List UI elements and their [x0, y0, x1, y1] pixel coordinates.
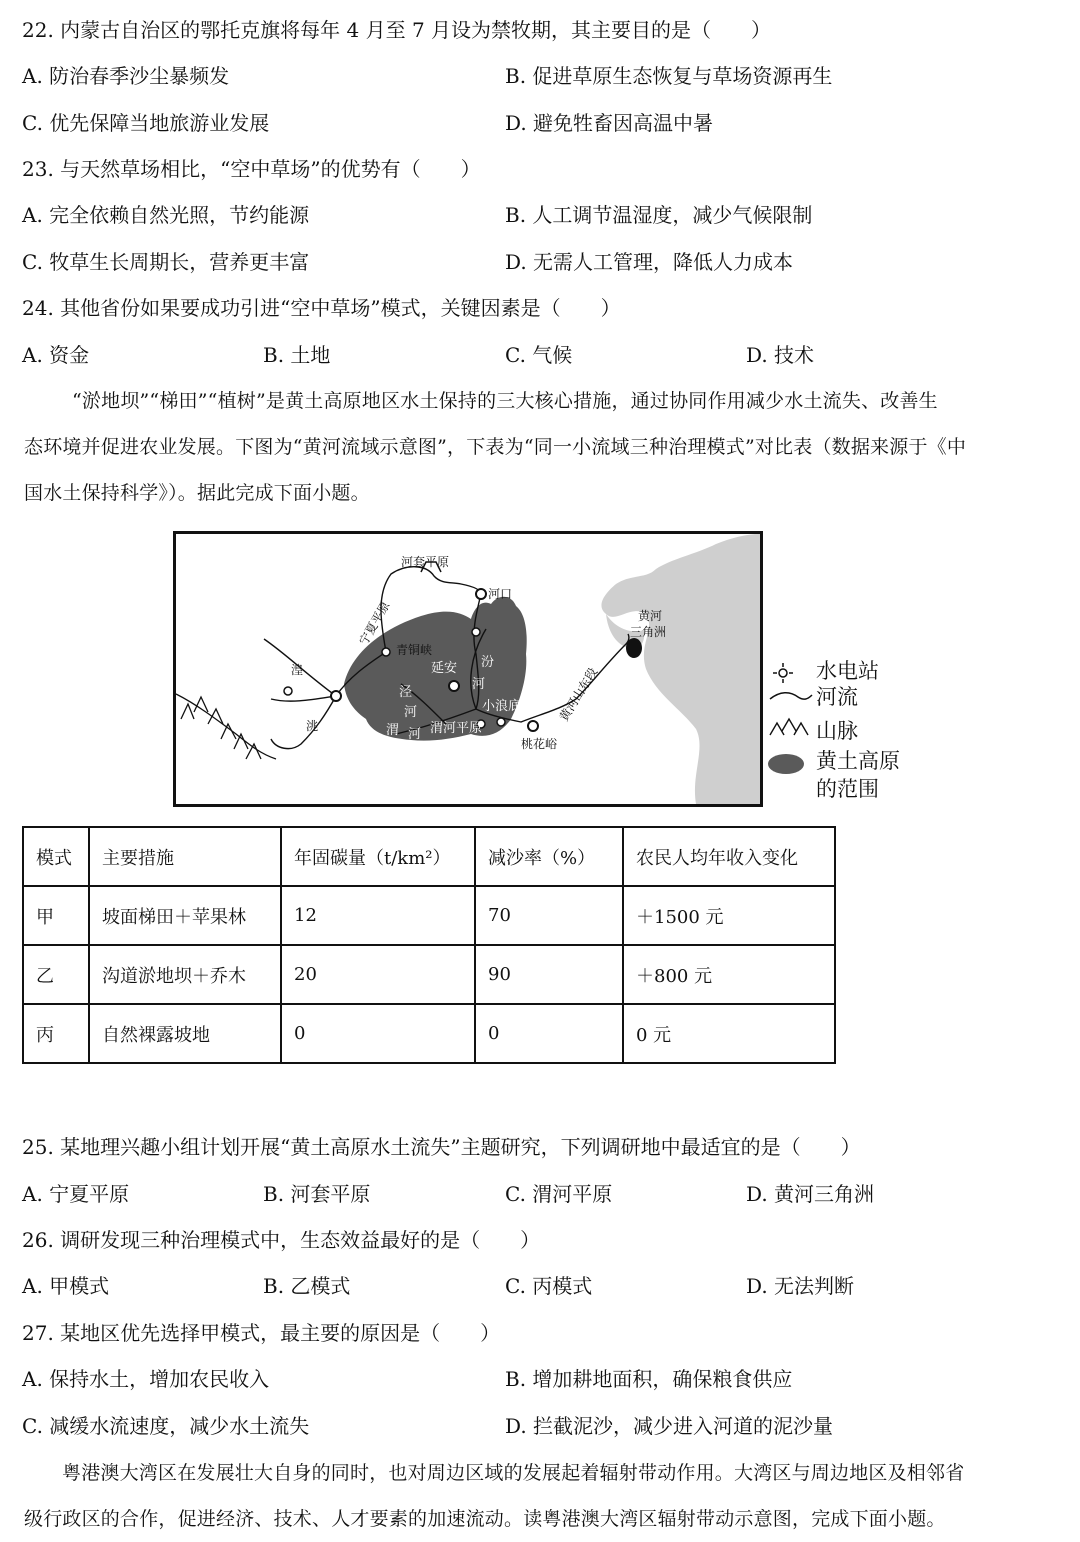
table-header: 减沙率（%）: [475, 827, 623, 886]
table-header: 农民人均年收入变化: [623, 827, 835, 886]
label-shui2: 水: [329, 711, 343, 726]
table-cell: 20: [281, 945, 475, 1004]
q22-option-c[interactable]: C. 优先保障当地旅游业发展: [22, 111, 270, 135]
legend-loess-label-1: 黄土高原: [816, 749, 900, 773]
label-weihe-pingyuan: 渭河平原: [430, 721, 483, 736]
label-he-wei: 河: [408, 727, 422, 742]
q27-option-c[interactable]: C. 减缓水流速度，减少水土流失: [22, 1414, 310, 1438]
q24-option-b[interactable]: B. 土地: [263, 343, 331, 367]
q26-option-b[interactable]: B. 乙模式: [263, 1274, 351, 1298]
table-cell: 12: [281, 886, 475, 945]
table-header: 模式: [23, 827, 89, 886]
label-ningxia: 宁夏平原: [356, 598, 393, 648]
question-22-stem: 22. 内蒙古自治区的鄂托克旗将每年 4 月至 7 月设为禁牧期，其主要目的是（ ）: [22, 18, 772, 42]
table-cell: ＋800 元: [623, 945, 835, 1004]
governance-mode-table: [22, 826, 836, 1064]
table-cell: 0: [475, 1004, 623, 1063]
q24-option-c[interactable]: C. 气候: [505, 343, 573, 367]
intro-line-2: 态环境并促进农业发展。下图为“黄河流域示意图”，下表为“同一小流域三种治理模式”对比表（数据来源于《中: [24, 436, 967, 458]
question-24-stem: 24. 其他省份如果要成功引进“空中草场”模式，关键因素是（ ）: [22, 296, 621, 320]
question-25-stem: 25. 某地理兴趣小组计划开展“黄土高原水土流失”主题研究，下列调研地中最适宜的是（ ）: [22, 1135, 861, 1159]
river-icon: [768, 687, 814, 707]
q24-option-d[interactable]: D. 技术: [746, 343, 815, 367]
label-fen: 汾: [481, 655, 495, 670]
label-tao: 洮: [306, 719, 319, 733]
q23-option-b[interactable]: B. 人工调节温湿度，减少气候限制: [505, 203, 813, 227]
q23-option-a[interactable]: A. 完全依赖自然光照，节约能源: [22, 203, 310, 227]
table-header: 主要措施: [89, 827, 281, 886]
q25-option-a[interactable]: A. 宁夏平原: [22, 1182, 130, 1206]
label-huang: 湟: [291, 663, 304, 677]
table-cell: 0: [281, 1004, 475, 1063]
table-cell: ＋1500 元: [623, 886, 835, 945]
outro-line-1: 粤港澳大湾区在发展壮大自身的同时，也对周边区域的发展起着辐射带动作用。大湾区与周边地区及相邻省: [62, 1462, 965, 1484]
loess-plateau-icon: [766, 752, 812, 776]
table-header: 年固碳量（t/km²）: [281, 827, 475, 886]
table-cell: 沟道淤地坝＋乔木: [89, 945, 281, 1004]
label-he-fen: 河: [472, 677, 486, 692]
q22-option-b[interactable]: B. 促进草原生态恢复与草场资源再生: [505, 64, 833, 88]
q26-option-d[interactable]: D. 无法判断: [746, 1274, 855, 1298]
map-legend: [768, 655, 928, 805]
mountain-range: [176, 694, 276, 759]
label-delta1: 黄河: [638, 609, 663, 623]
label-xiaolangdi: 小浪底: [482, 699, 522, 714]
q26-option-c[interactable]: C. 丙模式: [505, 1274, 593, 1298]
outro-paragraph: [24, 1450, 1060, 1542]
intro-paragraph: [24, 378, 1060, 516]
q22-option-d[interactable]: D. 避免牲畜因高温中暑: [505, 111, 714, 135]
table-cell: 90: [475, 945, 623, 1004]
q27-option-d[interactable]: D. 拦截泥沙，减少进入河道的泥沙量: [505, 1414, 834, 1438]
q27-option-a[interactable]: A. 保持水土，增加农民收入: [22, 1367, 270, 1391]
label-jing: 泾: [399, 685, 413, 700]
table-row: [23, 886, 835, 945]
label-shui1: 水: [324, 673, 338, 688]
q25-option-b[interactable]: B. 河套平原: [263, 1182, 371, 1206]
q22-option-a[interactable]: A. 防治春季沙尘暴频发: [22, 64, 230, 88]
legend-mountain-label: 山脉: [816, 719, 858, 743]
label-yanan: 延安: [431, 661, 458, 676]
legend-hydro-label: 水电站: [816, 659, 879, 683]
mountain-icon: [768, 717, 814, 741]
question-26-stem: 26. 调研发现三种治理模式中，生态效益最好的是（ ）: [22, 1228, 541, 1252]
yellow-river-basin-map: [173, 531, 763, 807]
table-header-row: [23, 827, 835, 886]
table-cell: 坡面梯田＋苹果林: [89, 886, 281, 945]
sea-area: [601, 534, 760, 804]
label-hekou: 河口: [488, 587, 513, 601]
label-qingtongxia: 青铜峡: [396, 643, 433, 657]
question-23-stem: 23. 与天然草场相比，“空中草场”的优势有（ ）: [22, 157, 481, 181]
legend-loess-label-2: 的范围: [816, 777, 879, 801]
map-svg: [176, 534, 760, 804]
delta-marker: [626, 638, 642, 658]
hydro-station-icon: [772, 662, 794, 684]
q23-option-c[interactable]: C. 牧草生长周期长，营养更丰富: [22, 250, 310, 274]
table-cell: 乙: [23, 945, 89, 1004]
table-cell: 70: [475, 886, 623, 945]
q25-option-c[interactable]: C. 渭河平原: [505, 1182, 613, 1206]
intro-line-3: 国水土保持科学》）。据此完成下面小题。: [24, 482, 370, 504]
label-shandong: 黄河山东段: [556, 665, 601, 724]
table-cell: 0 元: [623, 1004, 835, 1063]
q25-option-d[interactable]: D. 黄河三角洲: [746, 1182, 875, 1206]
table-row: [23, 1004, 835, 1063]
intro-line-1: “淤地坝”“梯田”“植树”是黄土高原地区水土保持的三大核心措施，通过协同作用减少水土流失、改善生: [72, 390, 938, 412]
table-cell: 丙: [23, 1004, 89, 1063]
outro-line-2: 级行政区的合作，促进经济、技术、人才要素的加速流动。读粤港澳大湾区辐射带动示意图，完成下面小题。: [24, 1508, 946, 1530]
label-taohuayu: 桃花峪: [521, 737, 558, 751]
label-he-jing: 河: [404, 705, 418, 720]
label-delta2: 三角洲: [630, 625, 667, 639]
table-cell: 自然裸露坡地: [89, 1004, 281, 1063]
table-row: [23, 945, 835, 1004]
q27-option-b[interactable]: B. 增加耕地面积，确保粮食供应: [505, 1367, 793, 1391]
table-cell: 甲: [23, 886, 89, 945]
label-wei: 渭: [386, 723, 400, 738]
legend-river-label: 河流: [816, 685, 858, 709]
q26-option-a[interactable]: A. 甲模式: [22, 1274, 110, 1298]
question-27-stem: 27. 某地区优先选择甲模式，最主要的原因是（ ）: [22, 1321, 501, 1345]
q23-option-d[interactable]: D. 无需人工管理，降低人力成本: [505, 250, 794, 274]
label-hetao: 河套平原: [401, 555, 450, 569]
q24-option-a[interactable]: A. 资金: [22, 343, 90, 367]
